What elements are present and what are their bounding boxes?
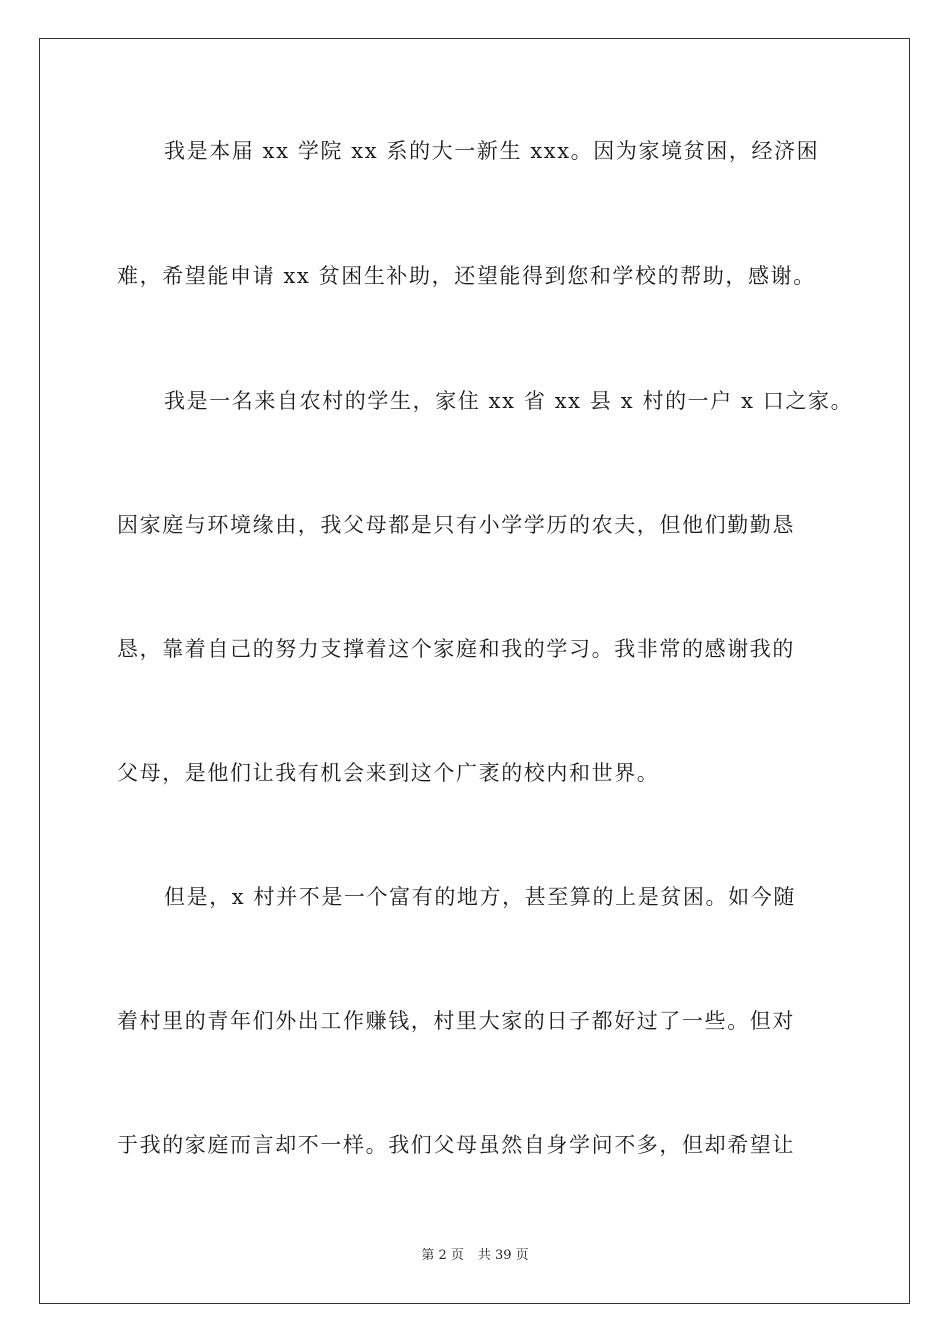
page-footer	[0, 1247, 950, 1265]
page-total: 共 39 页	[477, 1248, 529, 1263]
text-line-8: 着村里的青年们外出工作赚钱，村里大家的日子都好过了一些。但对	[117, 1009, 795, 1033]
text-line-3: 我是一名来自农村的学生，家住 xx 省 xx 县 x 村的一户 x 口之家。	[164, 389, 854, 413]
page-border	[39, 38, 910, 1304]
text-line-2: 难，希望能申请 xx 贫困生补助，还望能得到您和学校的帮助，感谢。	[117, 264, 816, 288]
text-line-9: 于我的家庭而言却不一样。我们父母虽然自身学问不多，但却希望让	[117, 1133, 795, 1157]
text-line-7: 但是，x 村并不是一个富有的地方，甚至算的上是贫困。如今随	[164, 885, 796, 909]
page-number: 第 2 页	[421, 1248, 464, 1263]
text-line-4: 因家庭与环境缘由，我父母都是只有小学学历的农夫，但他们勤勤恳	[117, 513, 795, 537]
text-line-6: 父母，是他们让我有机会来到这个广袤的校内和世界。	[117, 761, 660, 785]
text-line-1: 我是本届 xx 学院 xx 系的大一新生 xxx。因为家境贫困，经济困	[164, 139, 820, 163]
text-line-5: 恳，靠着自己的努力支撑着这个家庭和我的学习。我非常的感谢我的	[117, 637, 795, 661]
